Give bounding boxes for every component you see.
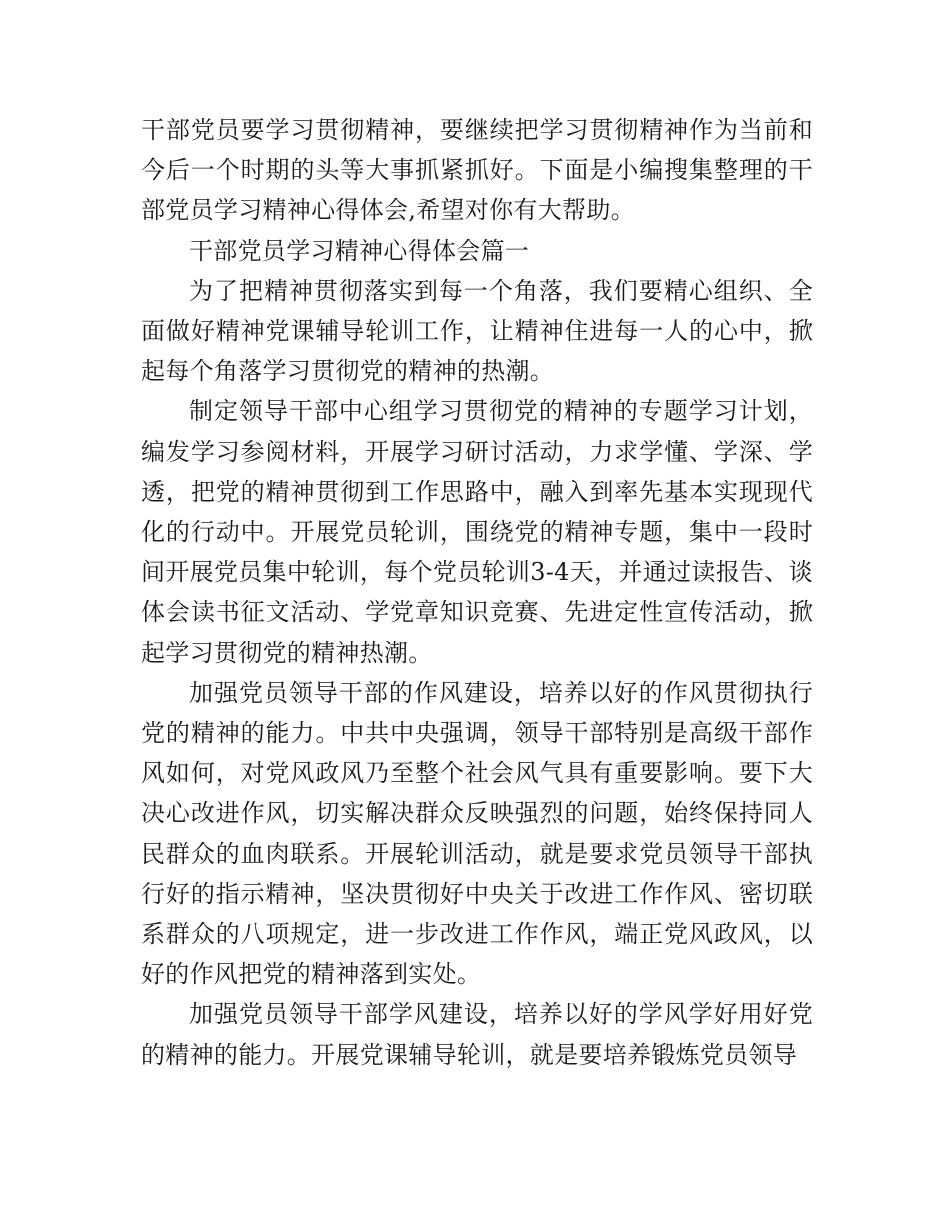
intro-paragraph: 干部党员要学习贯彻精神，要继续把学习贯彻精神作为当前和今后一个时期的头等大事抓紧抓好。下面是小编搜集整理的干部党员学习精神心得体会,希望对你有大帮助。	[141, 116, 813, 225]
document-page	[141, 110, 813, 1075]
body-paragraph-1: 为了把精神贯彻落实到每一个角落，我们要精心组织、全面做好精神党课辅导轮训工作，让精神住进每一人的心中，掀起每个角落学习贯彻党的精神的热潮。	[141, 276, 813, 386]
body-paragraph-3: 加强党员领导干部的作风建设，培养以好的作风贯彻执行党的精神的能力。中共中央强调，领导干部特别是高级干部作风如何，对党风政风乃至整个社会风气具有重要影响。要下大决心改进作风，切实解决群众反映强烈的问题，始终保持同人民群众的血肉联系。开展轮训活动，就是要求党员领导干部执行好的指示精神，坚决贯彻好中央关于改进工作作风、密切联系群众的八项规定，进一步改进工作作风，端正党风政风，以好的作风把党的精神落到实处。	[141, 678, 813, 989]
body-paragraph-2: 制定领导干部中心组学习贯彻党的精神的专题学习计划，编发学习参阅材料，开展学习研讨活动，力求学懂、学深、学透，把党的精神贯彻到工作思路中，融入到率先基本实现现代化的行动中。开展党员轮训，围绕党的精神专题，集中一段时间开展党员集中轮训，每个党员轮训3-4天，并通过读报告、谈体会读书征文活动、学党章知识竞赛、先进定性宣传活动，掀起学习贯彻党的精神热潮。	[141, 397, 813, 667]
section-title: 干部党员学习精神心得体会篇一	[189, 236, 530, 265]
body-paragraph-4: 加强党员领导干部学风建设，培养以好的学风学好用好党的精神的能力。开展党课辅导轮训，就是要培养锻炼党员领导	[141, 1000, 813, 1069]
